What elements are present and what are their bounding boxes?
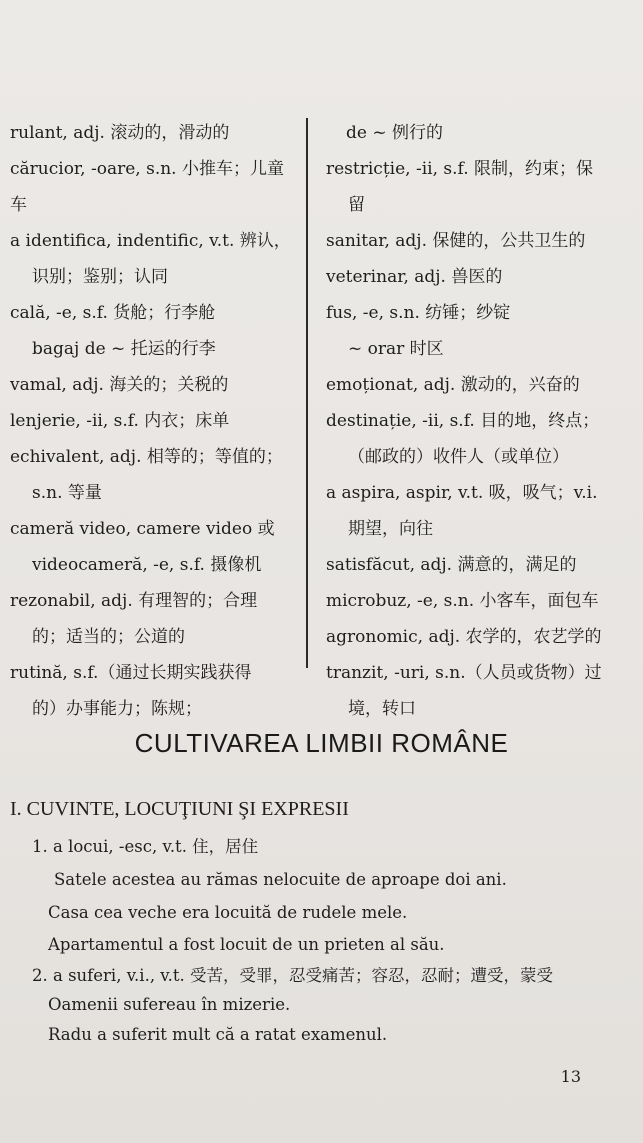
example-sentence: Satele acestea au rămas nelocuite de aproape doi ani. bbox=[54, 870, 507, 889]
example-sentence: Casa cea veche era locuită de rudele mele. bbox=[48, 903, 408, 922]
glossary-entry: restricție, -ii, s.f. 限制，约束；保 bbox=[326, 159, 594, 179]
glossary-entry: vamal, adj. 海关的；关税的 bbox=[10, 375, 229, 395]
glossary-entry: cărucior, -oare, s.n. 小推车；儿童 bbox=[10, 159, 284, 179]
chapter-title: CULTIVAREA LIMBII ROMÂNE bbox=[134, 728, 509, 758]
glossary-entry: agronomic, adj. 农学的，农艺学的 bbox=[326, 627, 602, 647]
glossary-entry: rulant, adj. 滚动的，滑动的 bbox=[10, 123, 230, 143]
glossary-entry: a identifica, indentific, v.t. 辨认， bbox=[10, 231, 291, 251]
glossary-entry: echivalent, adj. 相等的；等值的； bbox=[10, 447, 283, 467]
example-sentence: Apartamentul a fost locuit de un prieten al său. bbox=[48, 935, 445, 954]
glossary-entry: （邮政的）收件人（或单位） bbox=[348, 447, 569, 467]
glossary-entry: sanitar, adj. 保健的，公共卫生的 bbox=[326, 231, 586, 251]
glossary-entry: rutină, s.f.（通过长期实践获得 bbox=[10, 663, 252, 683]
glossary-entry: ~ orar 时区 bbox=[348, 339, 444, 359]
glossary-entry: 留 bbox=[348, 195, 365, 215]
glossary-entry: 车 bbox=[10, 195, 27, 215]
glossary-entry: microbuz, -e, s.n. 小客车，面包车 bbox=[326, 591, 599, 611]
vocab-item-heading: 2. a suferi, v.i., v.t. 受苦，受罪，忍受痛苦；容忍，忍耐；遭受，蒙受 bbox=[32, 966, 554, 985]
glossary-entry: 的；适当的；公道的 bbox=[32, 627, 185, 647]
glossary-entry: 的）办事能力；陈规； bbox=[32, 699, 202, 719]
glossary-entry: emoționat, adj. 激动的，兴奋的 bbox=[326, 375, 580, 395]
glossary-entry: cală, -e, s.f. 货舱；行李舱 bbox=[10, 303, 216, 323]
example-sentence: Radu a suferit mult că a ratat examenul. bbox=[48, 1025, 388, 1044]
glossary-entry: satisfăcut, adj. 满意的，满足的 bbox=[326, 555, 577, 575]
glossary-entry: de ~ 例行的 bbox=[346, 123, 443, 143]
glossary-entry: a aspira, aspir, v.t. 吸，吸气；v.i. bbox=[326, 483, 598, 503]
vocab-item-heading: 1. a locui, -esc, v.t. 住，居住 bbox=[32, 837, 259, 856]
example-sentence: Oamenii sufereau în mizerie. bbox=[48, 995, 291, 1014]
glossary-entry: veterinar, adj. 兽医的 bbox=[326, 267, 503, 287]
glossary-entry: 期望，向往 bbox=[348, 519, 433, 539]
section-heading: I. CUVINTE, LOCUŢIUNI ŞI EXPRESII bbox=[10, 798, 349, 820]
glossary-entry: 境，转口 bbox=[348, 699, 416, 719]
page-number: 13 bbox=[560, 1067, 581, 1086]
glossary-entry: rezonabil, adj. 有理智的；合理 bbox=[10, 591, 258, 611]
glossary-entry: videocameră, -e, s.f. 摄像机 bbox=[32, 555, 262, 575]
glossary-entry: 识别；鉴别；认同 bbox=[32, 267, 168, 287]
glossary-entry: fus, -e, s.n. 纺锤；纱锭 bbox=[326, 303, 511, 323]
column-divider bbox=[306, 118, 308, 668]
glossary-entry: s.n. 等量 bbox=[32, 483, 102, 503]
glossary-entry: tranzit, -uri, s.n.（人员或货物）过 bbox=[326, 663, 602, 683]
glossary-entry: cameră video, camere video 或 bbox=[10, 519, 275, 539]
glossary-entry: lenjerie, -ii, s.f. 内衣；床单 bbox=[10, 411, 230, 431]
glossary-entry: bagaj de ~ 托运的行李 bbox=[32, 339, 216, 359]
glossary-entry: destinație, -ii, s.f. 目的地，终点； bbox=[326, 411, 600, 431]
